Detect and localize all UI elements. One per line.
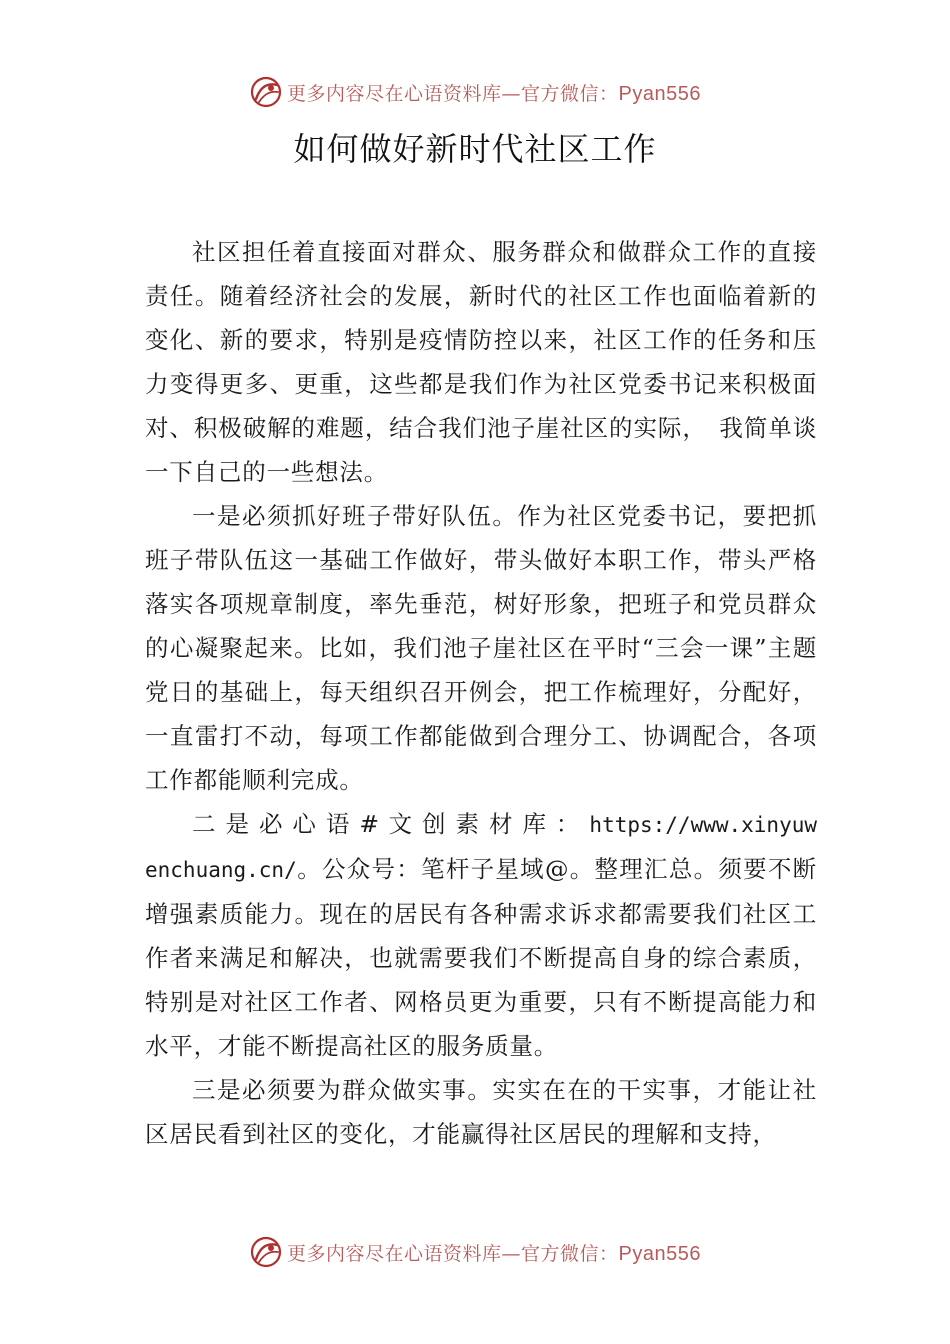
header-watermark-banner	[0, 72, 950, 112]
paragraph-3-lead: 二 是 必 心 语 # 文 创 素 材 库 ：	[192, 810, 581, 838]
paragraph-1: 社区担任着直接面对群众、服务群众和做群众工作的直接责任。随着经济社会的发展，新时代的社区工作也面临着新的变化、新的要求，特别是疫情防控以来，社区工作的任务和压力变得更多、更重，这些都是我们作为社区党委书记来积极面对、积极破解的难题，结合我们池子崖社区的实际， 我简单谈一下自己的一些想法。	[145, 238, 817, 486]
document-title: 如何做好新时代社区工作	[293, 130, 657, 168]
paragraph-3-rest: 。公众号：笔杆子星域@。整理汇总。须要不断增强素质能力。现在的居民有各种需求诉求都需要我们社区工作者来满足和解决，也就需要我们不断提高自身的综合素质，特别是对社区工作者、网格员更为重要，只有不断提高能力和水平，才能不断提高社区的服务质量。	[145, 855, 817, 1060]
website-url: https://www.xinyuwenchuang.cn/	[145, 813, 817, 882]
paragraph-3	[145, 802, 817, 1068]
header-wechat-id: Pyan556	[618, 82, 701, 105]
footer-watermark-banner	[0, 1232, 950, 1272]
red-seal-logo-icon	[249, 1235, 283, 1269]
red-seal-logo-icon	[249, 75, 283, 109]
header-banner-text: 更多内容尽在心语资料库—官方微信：Pyan556	[287, 82, 701, 105]
document-body	[145, 230, 817, 1156]
paragraph-2: 一是必须抓好班子带好队伍。作为社区党委书记，要把抓班子带队伍这一基础工作做好，带头做好本职工作，带头严格落实各项规章制度，率先垂范，树好形象，把班子和党员群众的心凝聚起来。比如，我们池子崖社区在平时“三会一课”主题党日的基础上，每天组织召开例会，把工作梳理好，分配好，一直雷打不动，每项工作都能做到合理分工、协调配合，各项工作都能顺利完成。	[145, 502, 817, 794]
footer-banner-text: 更多内容尽在心语资料库—官方微信：Pyan556	[287, 1242, 701, 1265]
paragraph-4: 三是必须要为群众做实事。实实在在的干实事，才能让社区居民看到社区的变化，才能赢得社区居民的理解和支持，	[145, 1076, 817, 1148]
footer-wechat-id: Pyan556	[618, 1242, 701, 1265]
